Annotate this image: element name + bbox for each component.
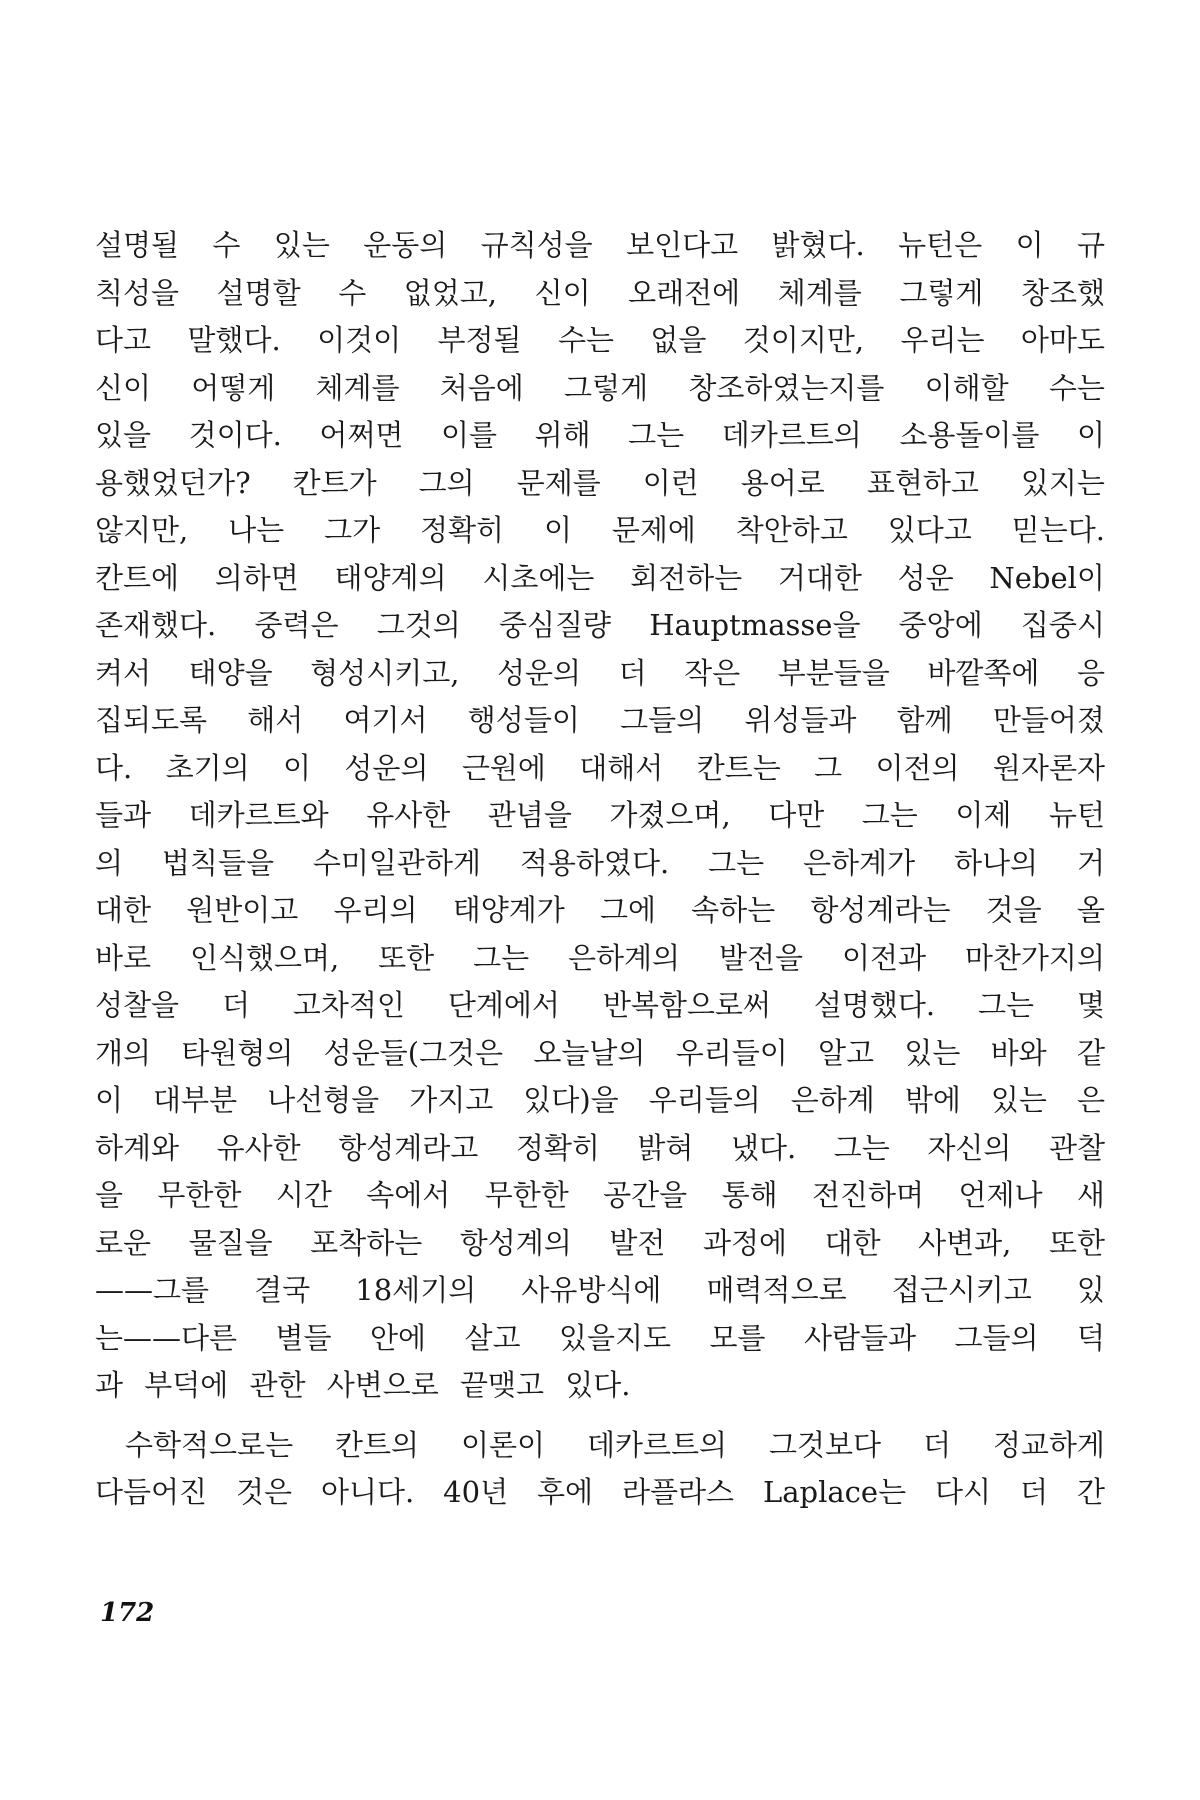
text-line: 존재했다. 중력은 그것의 중심질량 Hauptmasse을 중앙에 집중시 — [95, 608, 1105, 642]
text-line: 이 대부분 나선형을 가지고 있다)을 우리들의 은하계 밖에 있는 은 — [95, 1083, 1105, 1117]
text-line: 칙성을 설명할 수 없었고, 신이 오래전에 체계를 그렇게 창조했 — [95, 275, 1105, 310]
text-line: 다듬어진 것은 아니다. 40년 후에 라플라스 Laplace는 다시 더 간 — [95, 1475, 1105, 1509]
text-line: 성찰을 더 고차적인 단계에서 반복함으로써 설명했다. 그는 몇 — [95, 988, 1105, 1022]
text-line: 칸트에 의하면 태양계의 시초에는 회전하는 거대한 성운 Nebel이 — [95, 560, 1105, 595]
paragraph-1 — [95, 222, 1105, 1410]
text-line: 의 법칙들을 수미일관하게 적용하였다. 그는 은하계가 하나의 거 — [95, 845, 1105, 880]
text-line: 들과 데카르트와 유사한 관념을 가졌으며, 다만 그는 이제 뉴턴 — [95, 798, 1105, 832]
text-line: 하계와 유사한 항성계라고 정확히 밝혀 냈다. 그는 자신의 관찰 — [95, 1130, 1105, 1165]
text-line: 과 부덕에 관한 사변으로 끝맺고 있다. — [95, 1368, 631, 1402]
page-number: 172 — [100, 1598, 155, 1628]
text-line: 을 무한한 시간 속에서 무한한 공간을 통해 전진하며 언제나 새 — [95, 1178, 1105, 1212]
text-line: 대한 원반이고 우리의 태양계가 그에 속하는 항성계라는 것을 올 — [95, 893, 1105, 927]
text-line: 용했었던가? 칸트가 그의 문제를 이런 용어로 표현하고 있지는 — [95, 465, 1105, 500]
text-line: 로운 물질을 포착하는 항성계의 발전 과정에 대한 사변과, 또한 — [95, 1225, 1105, 1260]
text-line: 바로 인식했으며, 또한 그는 은하계의 발전을 이전과 마찬가지의 — [95, 940, 1105, 975]
paragraph-gap — [95, 1410, 1105, 1422]
text-line: 않지만, 나는 그가 정확히 이 문제에 착안하고 있다고 믿는다. — [95, 513, 1105, 547]
text-line: 있을 것이다. 어쩌면 이를 위해 그는 데카르트의 소용돌이를 이 — [95, 418, 1105, 452]
text-line: 설명될 수 있는 운동의 규칙성을 보인다고 밝혔다. 뉴턴은 이 규 — [95, 228, 1105, 262]
text-line: 켜서 태양을 형성시키고, 성운의 더 작은 부분들을 바깥쪽에 응 — [95, 655, 1105, 690]
text-line: 다고 말했다. 이것이 부정될 수는 없을 것이지만, 우리는 아마도 — [95, 323, 1105, 357]
text-line: ——그를 결국 18세기의 사유방식에 매력적으로 접근시키고 있 — [95, 1273, 1105, 1307]
paragraph-2 — [95, 1422, 1105, 1517]
text-line: 다. 초기의 이 성운의 근원에 대해서 칸트는 그 이전의 원자론자 — [95, 750, 1105, 785]
text-line: 수학적으로는 칸트의 이론이 데카르트의 그것보다 더 정교하게 — [125, 1427, 1105, 1462]
text-line: 집되도록 해서 여기서 행성들이 그들의 위성들과 함께 만들어졌 — [95, 703, 1105, 737]
text-line: 개의 타원형의 성운들(그것은 오늘날의 우리들이 알고 있는 바와 같 — [95, 1035, 1105, 1070]
text-line: 는——다른 별들 안에 살고 있을지도 모를 사람들과 그들의 덕 — [95, 1320, 1105, 1355]
body-text — [95, 222, 1105, 1517]
text-line: 신이 어떻게 체계를 처음에 그렇게 창조하였는지를 이해할 수는 — [95, 370, 1105, 405]
